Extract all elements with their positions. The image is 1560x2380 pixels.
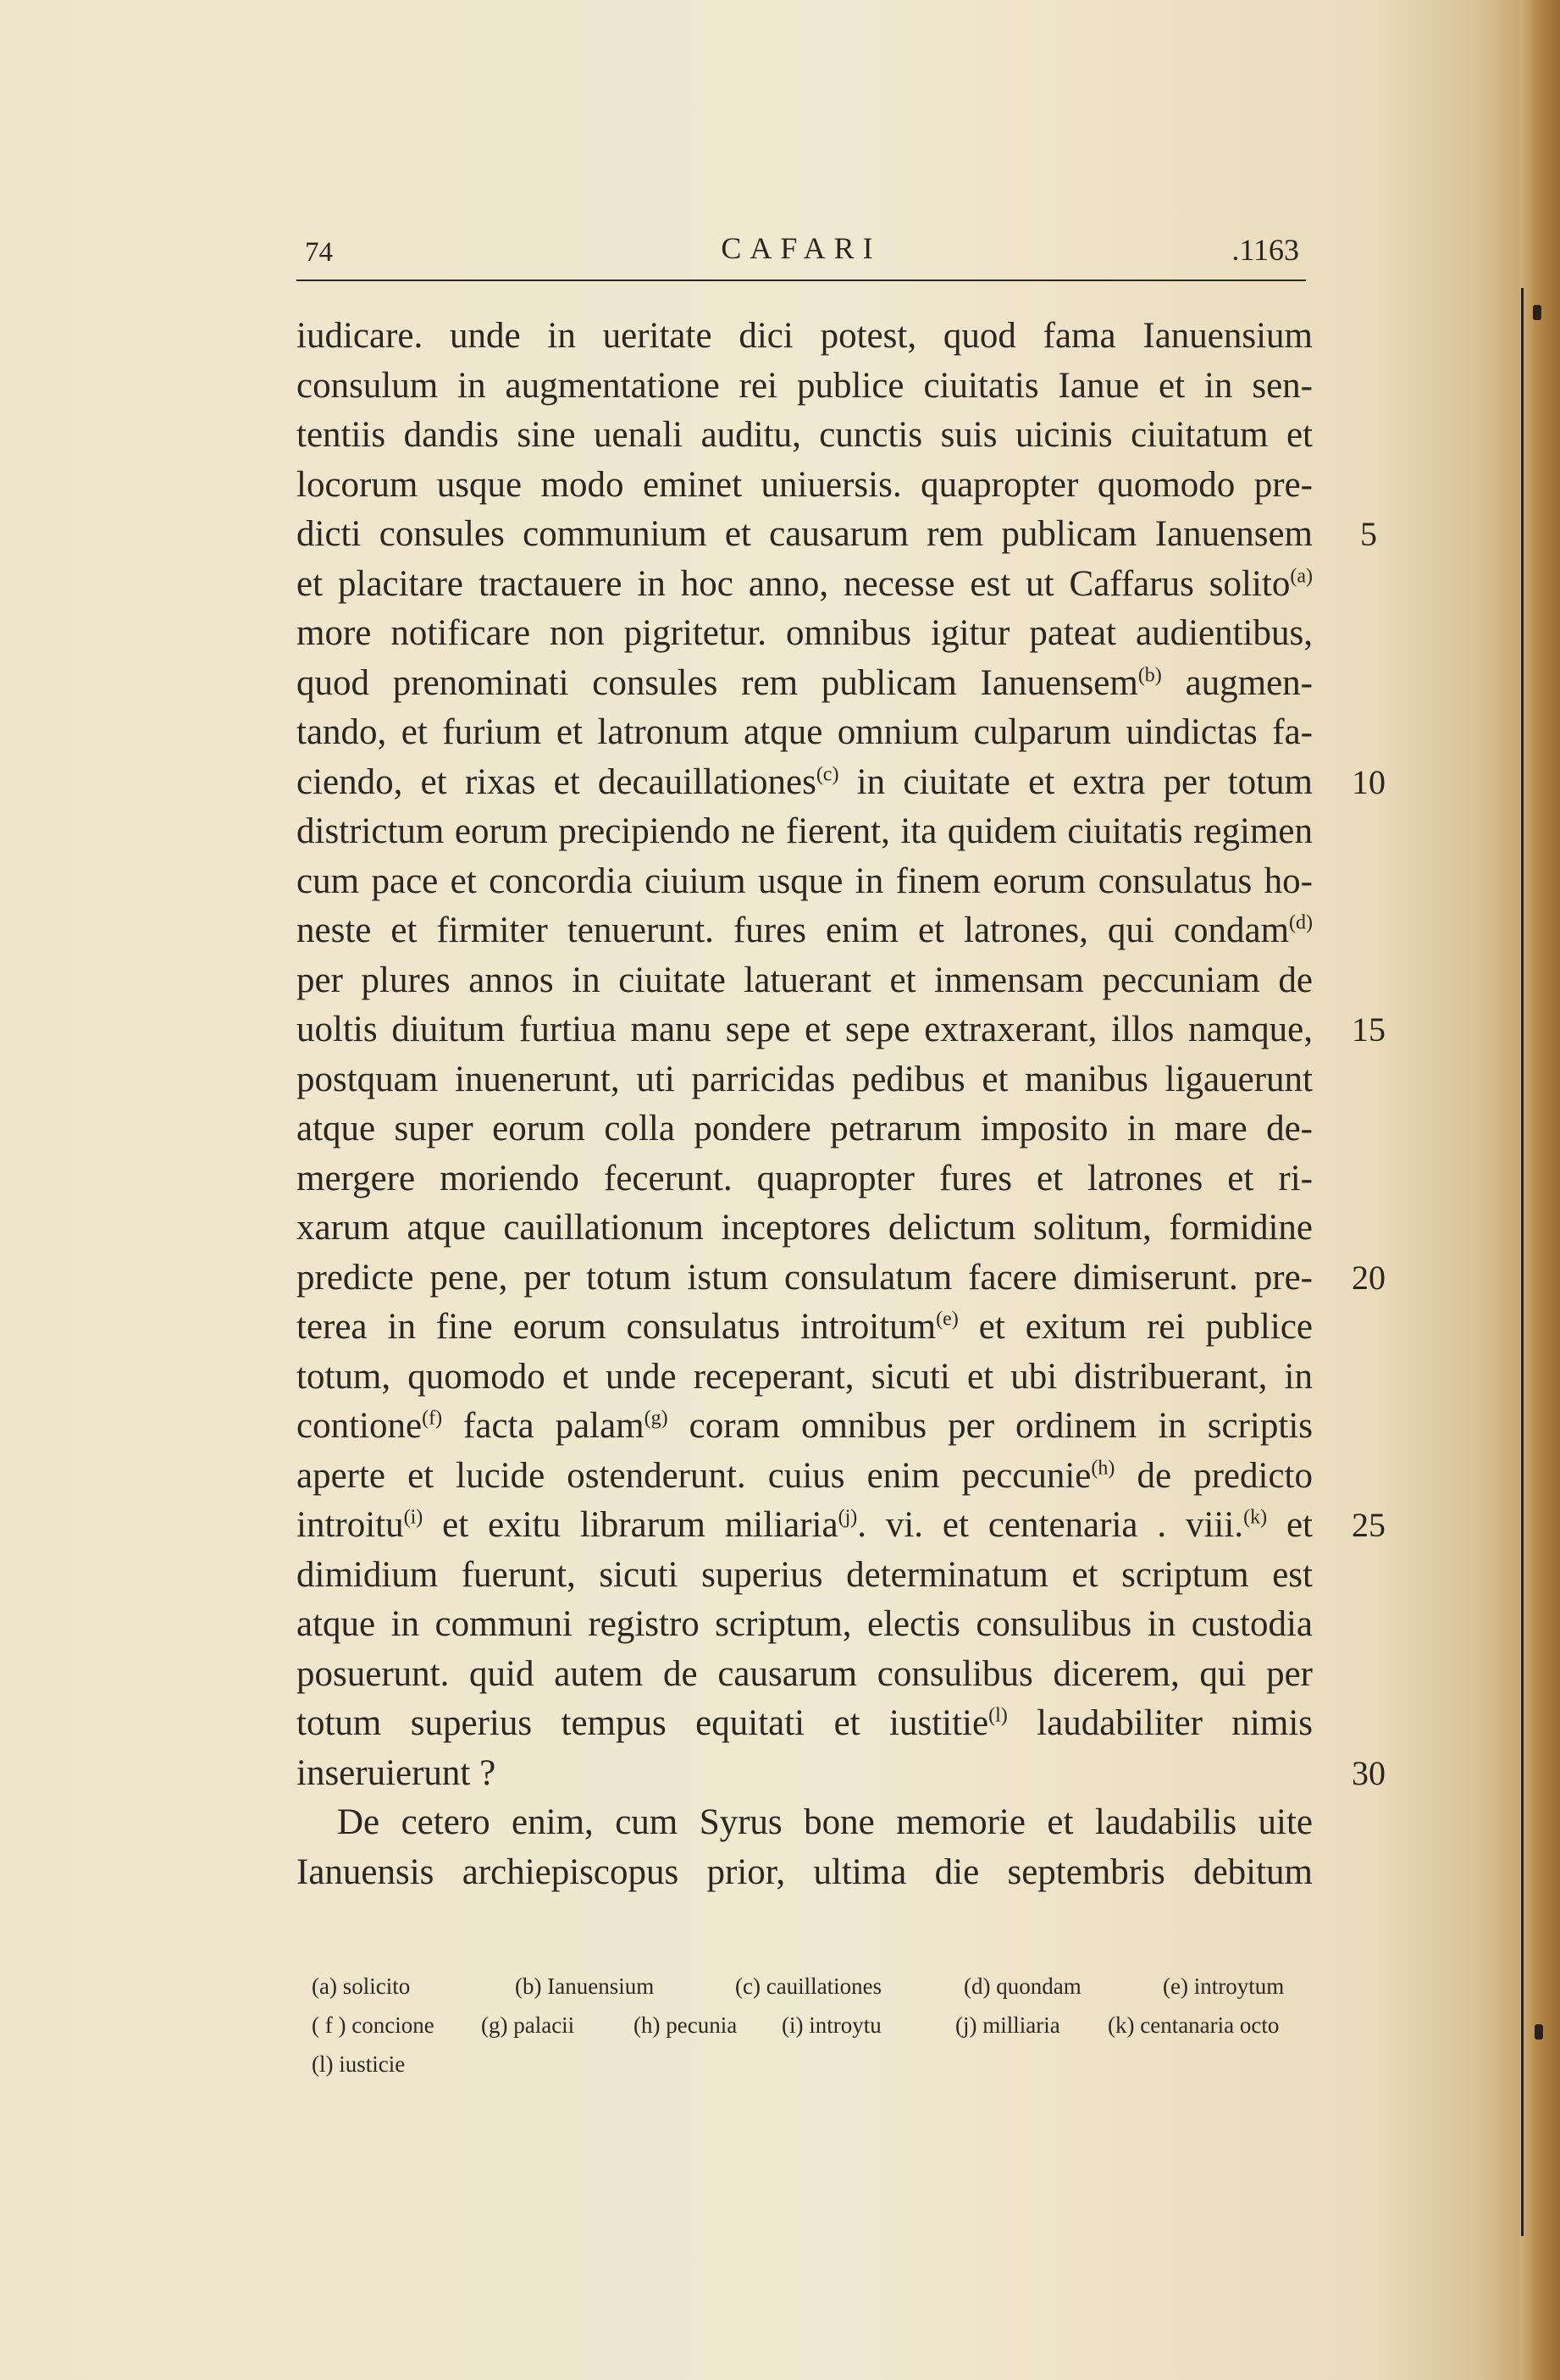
main-text <box>296 312 1386 1897</box>
footnote-entry: (h) pecunia <box>633 2012 738 2038</box>
text-run: locorum usque modo eminet uniuersis. quapropter quomodo pre- <box>296 464 1313 505</box>
footnotes <box>312 1973 1319 2090</box>
binding-line <box>1521 288 1524 2236</box>
text-run: ciendo, et rixas et decauillationes <box>296 761 816 802</box>
text-line <box>296 1204 1313 1254</box>
text-run: coram omnibus per ordinem in scriptis <box>667 1406 1313 1446</box>
text-line <box>296 1501 1386 1551</box>
line-number: 15 <box>1352 1010 1386 1049</box>
text-line <box>296 807 1313 857</box>
line-text <box>296 758 1313 808</box>
text-line <box>296 609 1313 659</box>
footnote-row <box>312 1973 1319 2012</box>
line-text <box>296 362 1313 412</box>
text-line <box>296 1254 1386 1303</box>
footnote-marker: (c) <box>816 763 839 786</box>
footnote-marker: (f) <box>422 1407 443 1430</box>
text-line <box>296 1104 1313 1154</box>
line-text <box>296 1699 1313 1749</box>
line-text <box>296 956 1313 1006</box>
footnote-marker: (l) <box>988 1704 1008 1727</box>
footnote-entry: (a) solicito <box>312 1973 411 1999</box>
year-marker: .1163 <box>1231 233 1299 267</box>
text-line <box>296 510 1377 560</box>
line-number: 20 <box>1352 1258 1386 1297</box>
page-edge <box>1519 0 1560 2380</box>
text-line <box>296 1005 1386 1055</box>
line-text <box>296 857 1313 907</box>
line-text <box>296 560 1313 610</box>
line-text <box>296 708 1313 758</box>
line-text <box>296 312 1313 362</box>
text-run: dicti consules communium et causarum rem publicam Ianuensem <box>296 514 1313 554</box>
text-run: dimidium fuerunt, sicuti superius determinatum et scriptum est <box>296 1554 1313 1595</box>
line-text <box>296 1798 1313 1848</box>
line-text <box>296 1650 1313 1700</box>
text-run: et <box>1267 1505 1313 1545</box>
footnote-marker: (k) <box>1243 1506 1268 1529</box>
text-run: et exitum rei publice <box>958 1307 1313 1347</box>
line-text <box>296 1154 1313 1204</box>
footnote-marker: (d) <box>1289 911 1313 934</box>
text-line <box>296 1402 1313 1452</box>
text-run: terea in fine eorum consulatus introitum <box>296 1307 937 1347</box>
footnote-entry: (b) Ianuensium <box>515 1973 655 1999</box>
line-text <box>296 411 1313 461</box>
footnote-entry: (e) introytum <box>1163 1973 1285 1999</box>
footnote-marker: (g) <box>644 1407 668 1430</box>
footnote-row <box>312 2051 1319 2090</box>
text-run: uoltis diuitum furtiua manu sepe et sepe extraxerant, illos namque, <box>296 1010 1313 1049</box>
text-run: postquam inuenerunt, uti parricidas pedibus et manibus ligauerunt <box>296 1059 1313 1099</box>
text-line <box>296 1798 1313 1848</box>
text-line <box>296 1055 1313 1105</box>
footnote-entry: (i) introytu <box>782 2012 882 2038</box>
line-text <box>296 1551 1313 1601</box>
text-line <box>296 1452 1313 1502</box>
text-line <box>296 1551 1313 1601</box>
text-run: predicte pene, per totum istum consulatum facere dimiserunt. pre- <box>296 1257 1313 1298</box>
footnote-entry: (l) iusticie <box>312 2051 406 2077</box>
text-run: xarum atque cauillationum inceptores delictum solitum, formidine <box>296 1208 1313 1248</box>
text-run: posuerunt. quid autem de causarum consulibus dicerem, qui per <box>296 1653 1313 1694</box>
footnote-marker: (j) <box>838 1506 858 1529</box>
footnote-entry: (d) quondam <box>964 1973 1081 1999</box>
text-run: introitu <box>296 1505 404 1545</box>
footnote-entry: (c) cauillationes <box>735 1973 882 1999</box>
text-run: . vi. et centenaria . viii. <box>857 1505 1244 1545</box>
text-run: mergere moriendo fecerunt. quapropter fures et latrones et ri- <box>296 1158 1313 1198</box>
text-run: de predicto <box>1115 1455 1313 1496</box>
line-text <box>296 1353 1313 1403</box>
text-run: neste et firmiter tenuerunt. fures enim et latrones, qui condam <box>296 910 1290 950</box>
text-run: totum superius tempus equitati et iustitie <box>296 1703 989 1743</box>
text-run: De cetero enim, cum Syrus bone memorie et laudabilis uite <box>337 1802 1313 1842</box>
edge-mark <box>1533 305 1541 320</box>
line-number: 25 <box>1352 1506 1386 1544</box>
line-text <box>296 1848 1313 1898</box>
line-text <box>296 906 1313 956</box>
line-text <box>296 659 1313 709</box>
text-run: tentiis dandis sine uenali auditu, cunctis suis uicinis ciuitatum et <box>296 415 1313 455</box>
text-line <box>296 659 1313 709</box>
text-line <box>296 708 1313 758</box>
text-run: inseruierunt ? <box>296 1752 496 1793</box>
footnote-marker: (i) <box>403 1506 423 1529</box>
line-text <box>296 807 1313 857</box>
text-line <box>296 1154 1313 1204</box>
text-run: districtum eorum precipiendo ne fierent, ita quidem ciuitatis regimen <box>296 811 1313 851</box>
text-run: et exitu librarum miliaria <box>423 1505 838 1545</box>
text-run: laudabiliter nimis <box>1007 1703 1313 1743</box>
text-line <box>296 1699 1313 1749</box>
footnote-marker: (e) <box>936 1308 959 1331</box>
footnote-entry: (j) milliaria <box>955 2012 1060 2038</box>
line-text <box>296 1204 1313 1254</box>
text-run: per plures annos in ciuitate latuerant et inmensam peccuniam de <box>296 960 1313 1000</box>
text-line <box>296 1600 1313 1650</box>
text-line <box>296 411 1313 461</box>
line-number: 5 <box>1360 515 1377 553</box>
text-line <box>296 560 1313 610</box>
text-run: et placitare tractauere in hoc anno, necesse est ut Caffarus solito <box>296 563 1291 604</box>
text-run: tando, et furium et latronum atque omnium culparum uindictas fa- <box>296 712 1313 752</box>
text-line <box>296 362 1313 412</box>
text-line <box>296 1749 1386 1799</box>
footnote-entry: (k) centanaria octo <box>1108 2012 1280 2038</box>
line-text <box>296 609 1313 659</box>
running-header <box>296 222 1306 281</box>
text-line <box>296 956 1313 1006</box>
text-line <box>296 1650 1313 1700</box>
text-run: consulum in augmentatione rei publice ciuitatis Ianue et in sen- <box>296 365 1313 406</box>
line-text <box>296 1749 1313 1799</box>
footnote-marker: (b) <box>1137 664 1162 687</box>
line-text <box>296 1104 1313 1154</box>
line-text <box>296 1402 1313 1452</box>
text-line <box>296 312 1313 362</box>
line-text <box>296 1254 1313 1303</box>
text-run: cum pace et concordia ciuium usque in finem eorum consulatus ho- <box>296 861 1313 901</box>
line-number: 30 <box>1352 1753 1386 1792</box>
text-run: contione <box>296 1406 423 1446</box>
text-line <box>296 906 1313 956</box>
text-run: facta palam <box>442 1406 644 1446</box>
footnote-row <box>312 2012 1319 2051</box>
line-text <box>296 461 1313 511</box>
line-text <box>296 1600 1313 1650</box>
line-text <box>296 1501 1313 1551</box>
text-run: totum, quomodo et unde receperant, sicuti et ubi distribuerant, in <box>296 1356 1313 1397</box>
line-text <box>296 1452 1313 1502</box>
text-line <box>296 1353 1313 1403</box>
footnote-marker: (h) <box>1091 1457 1115 1480</box>
line-text <box>296 1303 1313 1353</box>
footnote-entry: (g) palacii <box>481 2012 575 2038</box>
line-text <box>296 1055 1313 1105</box>
text-run: quod prenominati consules rem publicam Ianuensem <box>296 662 1138 703</box>
text-run: atque super eorum colla pondere petrarum imposito in mare de- <box>296 1109 1313 1148</box>
footnote-entry: ( f ) concione <box>312 2012 434 2038</box>
edge-mark <box>1535 2024 1543 2040</box>
text-run: Ianuensis archiepiscopus prior, ultima die septembris debitum <box>296 1851 1313 1892</box>
footnote-marker: (a) <box>1290 565 1313 588</box>
text-run: atque in communi registro scriptum, electis consulibus in custodia <box>296 1604 1313 1644</box>
text-run: more notificare non pigritetur. omnibus igitur pateat audientibus, <box>296 613 1313 653</box>
text-line <box>296 1303 1313 1353</box>
page-number: 74 <box>305 237 333 268</box>
text-line <box>296 1848 1313 1898</box>
text-run: iudicare. unde in ueritate dici potest, quod fama Ianuensium <box>296 316 1313 356</box>
line-text <box>296 510 1313 560</box>
text-line <box>296 758 1386 808</box>
text-line <box>296 857 1313 907</box>
running-title: CAFARI <box>721 231 882 265</box>
text-run: in ciuitate et extra per totum <box>838 761 1313 802</box>
line-number: 10 <box>1352 762 1386 801</box>
text-run: aperte et lucide ostenderunt. cuius enim peccunie <box>296 1455 1092 1496</box>
text-line <box>296 461 1313 511</box>
text-run: augmen- <box>1161 662 1313 703</box>
line-text <box>296 1005 1313 1055</box>
